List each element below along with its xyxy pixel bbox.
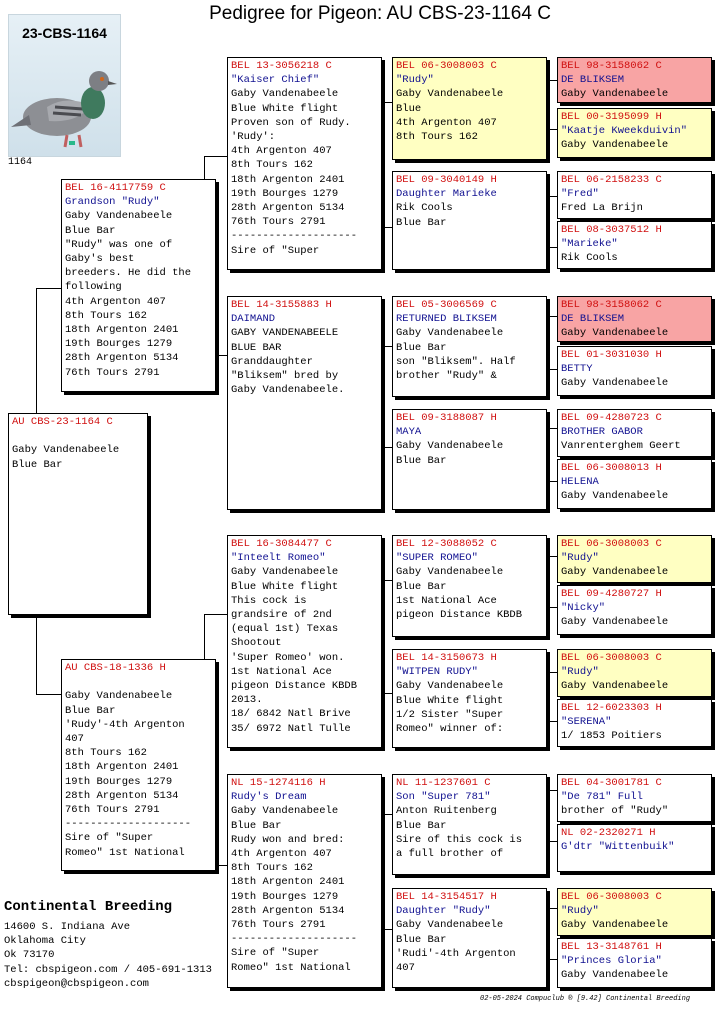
- pigeon-name: "Kaiser Chief": [231, 74, 320, 87]
- pigeon-card-sire[interactable]: [61, 179, 216, 392]
- pigeon-card-gg-grandparent[interactable]: [557, 938, 712, 988]
- ring-number: BEL 98-3158062 C: [561, 60, 662, 72]
- pigeon-name: "Princes Gloria": [561, 955, 662, 968]
- info-line: Gaby Vandenabeele: [561, 490, 669, 503]
- info-line: 'Rudy'-4th Argenton: [65, 718, 185, 731]
- pigeon-card-great-grandparent[interactable]: [392, 535, 547, 637]
- pigeon-name: "Rudy": [561, 905, 599, 918]
- ring-number: BEL 16-3084477 C: [231, 538, 332, 550]
- info-line: 19th Bourges 1279: [65, 338, 173, 351]
- info-line: 28th Argenton 5134: [65, 352, 179, 365]
- ring-number: AU CBS-23-1164 C: [12, 416, 113, 428]
- info-line: 'Super Romeo' won.: [231, 651, 345, 664]
- info-line: This cock is: [231, 594, 307, 607]
- info-line: Romeo" 1st National: [231, 961, 351, 974]
- info-line: pigeon Distance KBDB: [231, 680, 358, 693]
- info-line: 76th Tours 2791: [65, 804, 160, 817]
- info-line: Romeo" winner of:: [396, 723, 504, 736]
- info-line: Gaby Vandenabeele: [396, 566, 504, 579]
- ring-number: BEL 06-3008003 C: [561, 891, 662, 903]
- ring-number: BEL 14-3154517 H: [396, 891, 497, 903]
- breeder-phone: Tel: cbspigeon.com / 405-691-1313: [4, 963, 212, 976]
- info-line: Blue Bar: [396, 454, 447, 467]
- info-line: Gaby Vandenabeele: [396, 919, 504, 932]
- info-line: Gaby Vandenabeele: [561, 566, 669, 579]
- info-line: Gaby Vandenabeele: [561, 616, 669, 629]
- pigeon-name: DE BLIKSEM: [561, 313, 625, 326]
- info-line: Sire of this cock is: [396, 833, 523, 846]
- ring-number: BEL 08-3037512 H: [561, 224, 662, 236]
- info-line: Gaby Vandenabeele: [561, 969, 669, 982]
- ring-number: BEL 09-3040149 H: [396, 174, 497, 186]
- info-line: 76th Tours 2791: [65, 366, 160, 379]
- info-line: 19th Bourges 1279: [231, 187, 339, 200]
- pigeon-card-gg-grandparent[interactable]: [557, 535, 712, 583]
- info-line: Rik Cools: [396, 202, 453, 215]
- info-line: 18/ 6842 Natl Brive: [231, 708, 351, 721]
- breeder-zip: Ok 73170: [4, 949, 55, 962]
- pigeon-name: "WITPEN RUDY": [396, 666, 478, 679]
- pigeon-card-gg-grandparent[interactable]: [557, 585, 712, 635]
- info-line: 4th Argenton 407: [231, 848, 332, 861]
- pigeon-name: BROTHER GABOR: [561, 426, 643, 439]
- info-line: a full brother of: [396, 848, 504, 861]
- info-line: 18th Argenton 2401: [231, 876, 345, 889]
- pigeon-name: "SUPER ROMEO": [396, 552, 478, 565]
- pigeon-name: "Kaatje Kweekduivin": [561, 125, 688, 138]
- ring-number: BEL 16-4117759 C: [65, 182, 166, 194]
- info-line: son "Bliksem". Half: [396, 355, 516, 368]
- info-line: 4th Argenton 407: [396, 116, 497, 129]
- photo-label: 23-CBS-1164: [22, 25, 107, 41]
- photo-caption: 1164: [8, 157, 33, 168]
- info-line: 8th Tours 162: [396, 131, 478, 144]
- info-line: Fred La Brijn: [561, 202, 643, 215]
- pigeon-name: MAYA: [396, 426, 422, 439]
- ring-number: AU CBS-18-1336 H: [65, 662, 166, 674]
- ring-number: BEL 06-2158233 C: [561, 174, 662, 186]
- pigeon-card-gg-grandparent[interactable]: [557, 171, 712, 219]
- info-line: Blue Bar: [12, 458, 63, 471]
- pigeon-card-gg-grandparent[interactable]: [557, 409, 712, 457]
- ring-number: BEL 09-4280723 C: [561, 412, 662, 424]
- ring-number: BEL 12-3088052 C: [396, 538, 497, 550]
- info-line: Blue White flight: [231, 102, 339, 115]
- ring-number: BEL 09-4280727 H: [561, 588, 662, 600]
- pigeon-card-grandparent[interactable]: [227, 296, 382, 510]
- info-line: Gaby Vandenabeele: [231, 88, 339, 101]
- breeder-name: Continental Breeding: [4, 899, 173, 915]
- pigeon-name: "Rudy": [561, 552, 599, 565]
- info-line: pigeon Distance KBDB: [396, 609, 523, 622]
- info-line: (equal 1st) Texas: [231, 623, 339, 636]
- pigeon-name: "Rudy": [396, 74, 434, 87]
- pigeon-card-gg-grandparent[interactable]: [557, 649, 712, 697]
- pigeon-card-gg-grandparent[interactable]: [557, 459, 712, 509]
- ring-number: BEL 04-3001781 C: [561, 777, 662, 789]
- pigeon-name: Daughter "Rudy": [396, 905, 491, 918]
- pigeon-card-great-grandparent[interactable]: [392, 57, 547, 160]
- pigeon-name: "SERENA": [561, 716, 612, 729]
- ring-number: BEL 06-3008003 C: [561, 652, 662, 664]
- ring-number: NL 11-1237601 C: [396, 777, 491, 789]
- ring-number: BEL 00-3195099 H: [561, 111, 662, 123]
- footer-text: 02-05-2024 Compuclub ® [9.42] Continental Breeding: [480, 995, 691, 1003]
- pigeon-card-great-grandparent[interactable]: [392, 171, 547, 270]
- info-line: Blue Bar: [396, 216, 447, 229]
- info-line: Rik Cools: [561, 252, 618, 265]
- pigeon-name: "Nicky": [561, 602, 606, 615]
- pigeon-name: BETTY: [561, 363, 593, 376]
- info-line: Rudy won and bred:: [231, 833, 345, 846]
- info-line: 4th Argenton 407: [65, 295, 166, 308]
- breeder-address: 14600 S. Indiana Ave: [4, 921, 131, 933]
- pigeon-card-gg-grandparent[interactable]: [557, 296, 712, 342]
- info-line: 35/ 6972 Natl Tulle: [231, 722, 351, 735]
- info-line: 407: [65, 733, 84, 746]
- pigeon-name: G'dtr "Wittenbuik": [561, 841, 675, 854]
- info-line: Gaby Vandenabeele: [561, 139, 669, 152]
- ring-number: BEL 13-3148761 H: [561, 941, 662, 953]
- info-line: 1/ 1853 Poitiers: [561, 730, 662, 743]
- info-line: GABY VANDENABEELE: [231, 327, 339, 340]
- info-line: Gaby Vandenabeele: [65, 210, 173, 223]
- info-line: "Rudy" was one of: [65, 238, 173, 251]
- info-line: 28th Argenton 5134: [231, 904, 345, 917]
- info-line: 1st National Ace: [231, 665, 332, 678]
- info-line: Gaby Vandenabeele: [561, 377, 669, 390]
- info-line: 8th Tours 162: [65, 747, 147, 760]
- info-line: Gaby Vandenabeele: [12, 444, 120, 457]
- info-line: 28th Argenton 5134: [65, 789, 179, 802]
- ring-number: NL 15-1274116 H: [231, 777, 326, 789]
- pigeon-card-gg-grandparent[interactable]: [557, 221, 712, 269]
- info-line: Sire of "Super: [231, 947, 320, 960]
- info-line: Blue White flight: [396, 694, 504, 707]
- pigeon-name: "De 781" Full: [561, 791, 643, 804]
- ring-number: BEL 06-3008013 H: [561, 462, 662, 474]
- pigeon-card-great-grandparent[interactable]: [392, 296, 547, 397]
- info-line: 18th Argenton 2401: [231, 173, 345, 186]
- info-line: 1/2 Sister "Super: [396, 708, 504, 721]
- pigeon-name: [65, 675, 212, 689]
- info-line: 407: [396, 962, 415, 975]
- breeder-info: [4, 898, 212, 991]
- ring-number: BEL 06-3008003 C: [561, 538, 662, 550]
- pigeon-card-gg-grandparent[interactable]: [557, 888, 712, 936]
- pigeon-card-gg-grandparent[interactable]: [557, 346, 712, 396]
- breeder-email: cbspigeon@cbspigeon.com: [4, 977, 149, 990]
- pigeon-card-dam[interactable]: [61, 659, 216, 871]
- info-line: 76th Tours 2791: [231, 919, 326, 932]
- ring-number: BEL 12-6023303 H: [561, 702, 662, 714]
- pigeon-card-great-grandparent[interactable]: [392, 649, 547, 748]
- info-line: 8th Tours 162: [231, 862, 313, 875]
- info-line: Granddaughter: [231, 355, 313, 368]
- info-line: Gaby Vandenabeele: [561, 88, 669, 101]
- pigeon-name: Grandson "Rudy": [65, 196, 160, 209]
- pigeon-name: "Inteelt Romeo": [231, 552, 326, 565]
- pigeon-icon: [9, 45, 120, 156]
- pigeon-card-great-grandparent[interactable]: [392, 888, 547, 988]
- info-line: Blue Bar: [396, 341, 447, 354]
- info-line: Blue Bar: [231, 819, 282, 832]
- info-line: brother of "Rudy": [561, 805, 669, 818]
- ring-number: BEL 14-3150673 H: [396, 652, 497, 664]
- info-line: 76th Tours 2791: [231, 216, 326, 229]
- info-line: 28th Argenton 5134: [231, 202, 345, 215]
- info-line: Gaby Vandenabeele: [396, 680, 504, 693]
- info-line: Gaby Vandenabeele: [396, 327, 504, 340]
- ring-number: BEL 09-3188087 H: [396, 412, 497, 424]
- pigeon-name: Son "Super 781": [396, 791, 491, 804]
- info-line: 19th Bourges 1279: [65, 775, 173, 788]
- info-line: Gaby Vandenabeele: [231, 805, 339, 818]
- pigeon-card-grandparent[interactable]: [227, 535, 382, 748]
- info-line: 1st National Ace: [396, 594, 497, 607]
- info-line: Sire of "Super: [231, 244, 320, 257]
- pigeon-name: Rudy's Dream: [231, 791, 307, 804]
- info-line: Gaby Vandenabeele: [561, 919, 669, 932]
- info-line: Blue Bar: [396, 580, 447, 593]
- pigeon-name: RETURNED BLIKSEM: [396, 313, 497, 326]
- ring-number: BEL 05-3006569 C: [396, 299, 497, 311]
- info-line: --------------------: [231, 230, 358, 243]
- info-line: grandsire of 2nd: [231, 609, 332, 622]
- pigeon-name: "Marieke": [561, 238, 618, 251]
- pigeon-name: Daughter Marieke: [396, 188, 497, 201]
- info-line: Anton Ruitenberg: [396, 805, 497, 818]
- pigeon-card-grandparent[interactable]: [227, 774, 382, 988]
- pigeon-name: DE BLIKSEM: [561, 74, 625, 87]
- pigeon-name: "Rudy": [561, 666, 599, 679]
- ring-number: NL 02-2320271 H: [561, 827, 656, 839]
- info-line: Blue Bar: [65, 224, 116, 237]
- pigeon-card-gg-grandparent[interactable]: [557, 108, 712, 158]
- pigeon-card-gg-grandparent[interactable]: [557, 774, 712, 822]
- info-line: Blue White flight: [231, 580, 339, 593]
- info-line: 18th Argenton 2401: [65, 761, 179, 774]
- info-line: 8th Tours 162: [65, 309, 147, 322]
- info-line: Gaby Vandenabeele: [561, 680, 669, 693]
- info-line: breeders. He did the: [65, 267, 192, 280]
- pigeon-card-great-grandparent[interactable]: [392, 774, 547, 875]
- pigeon-card-gg-grandparent[interactable]: [557, 824, 712, 872]
- info-line: 8th Tours 162: [231, 159, 313, 172]
- info-line: 18th Argenton 2401: [65, 324, 179, 337]
- info-line: Shootout: [231, 637, 282, 650]
- info-line: Gaby Vandenabeele: [396, 440, 504, 453]
- ring-number: BEL 14-3155883 H: [231, 299, 332, 311]
- pigeon-card-subject[interactable]: [8, 413, 148, 615]
- info-line: Gaby's best: [65, 253, 135, 266]
- info-line: BLUE BAR: [231, 341, 282, 354]
- info-line: brother "Rudy" &: [396, 370, 497, 383]
- info-line: 'Rudi'-4th Argenton: [396, 947, 516, 960]
- breeder-city: Oklahoma City: [4, 935, 86, 948]
- info-line: Gaby Vandenabeele: [561, 327, 669, 340]
- info-line: Gaby Vandenabeele: [396, 88, 504, 101]
- info-line: Proven son of Rudy.: [231, 116, 351, 129]
- info-line: following: [65, 281, 122, 294]
- pigeon-name: HELENA: [561, 476, 599, 489]
- info-line: Gaby Vandenabeele.: [231, 384, 345, 397]
- ring-number: BEL 06-3008003 C: [396, 60, 497, 72]
- pigeon-photo: [8, 14, 121, 157]
- pigeon-card-great-grandparent[interactable]: [392, 409, 547, 510]
- pigeon-card-gg-grandparent[interactable]: [557, 699, 712, 747]
- info-line: 2013.: [231, 694, 263, 707]
- info-line: Sire of "Super: [65, 832, 154, 845]
- info-line: Gaby Vandenabeele: [231, 566, 339, 579]
- ring-number: BEL 01-3031030 H: [561, 349, 662, 361]
- pigeon-card-grandparent[interactable]: [227, 57, 382, 270]
- info-line: Blue Bar: [396, 933, 447, 946]
- info-line: 19th Bourges 1279: [231, 890, 339, 903]
- info-line: 'Rudy':: [231, 131, 276, 144]
- pigeon-name: DAIMAND: [231, 313, 276, 326]
- info-line: Blue Bar: [65, 704, 116, 717]
- info-line: Vanrenterghem Geert: [561, 440, 681, 453]
- info-line: 4th Argenton 407: [231, 145, 332, 158]
- info-line: "Bliksem" bred by: [231, 370, 339, 383]
- ring-number: BEL 98-3158062 C: [561, 299, 662, 311]
- info-line: Blue: [396, 102, 422, 115]
- info-line: --------------------: [65, 818, 192, 831]
- pigeon-card-gg-grandparent[interactable]: [557, 57, 712, 103]
- ring-number: BEL 13-3056218 C: [231, 60, 332, 72]
- pigeon-name: "Fred": [561, 188, 599, 201]
- info-line: Gaby Vandenabeele: [65, 690, 173, 703]
- info-line: Blue Bar: [396, 819, 447, 832]
- page-title: Pedigree for Pigeon: AU CBS-23-1164 C: [209, 3, 551, 24]
- info-line: [12, 429, 144, 443]
- info-line: --------------------: [231, 933, 358, 946]
- info-line: Romeo" 1st National: [65, 846, 185, 859]
